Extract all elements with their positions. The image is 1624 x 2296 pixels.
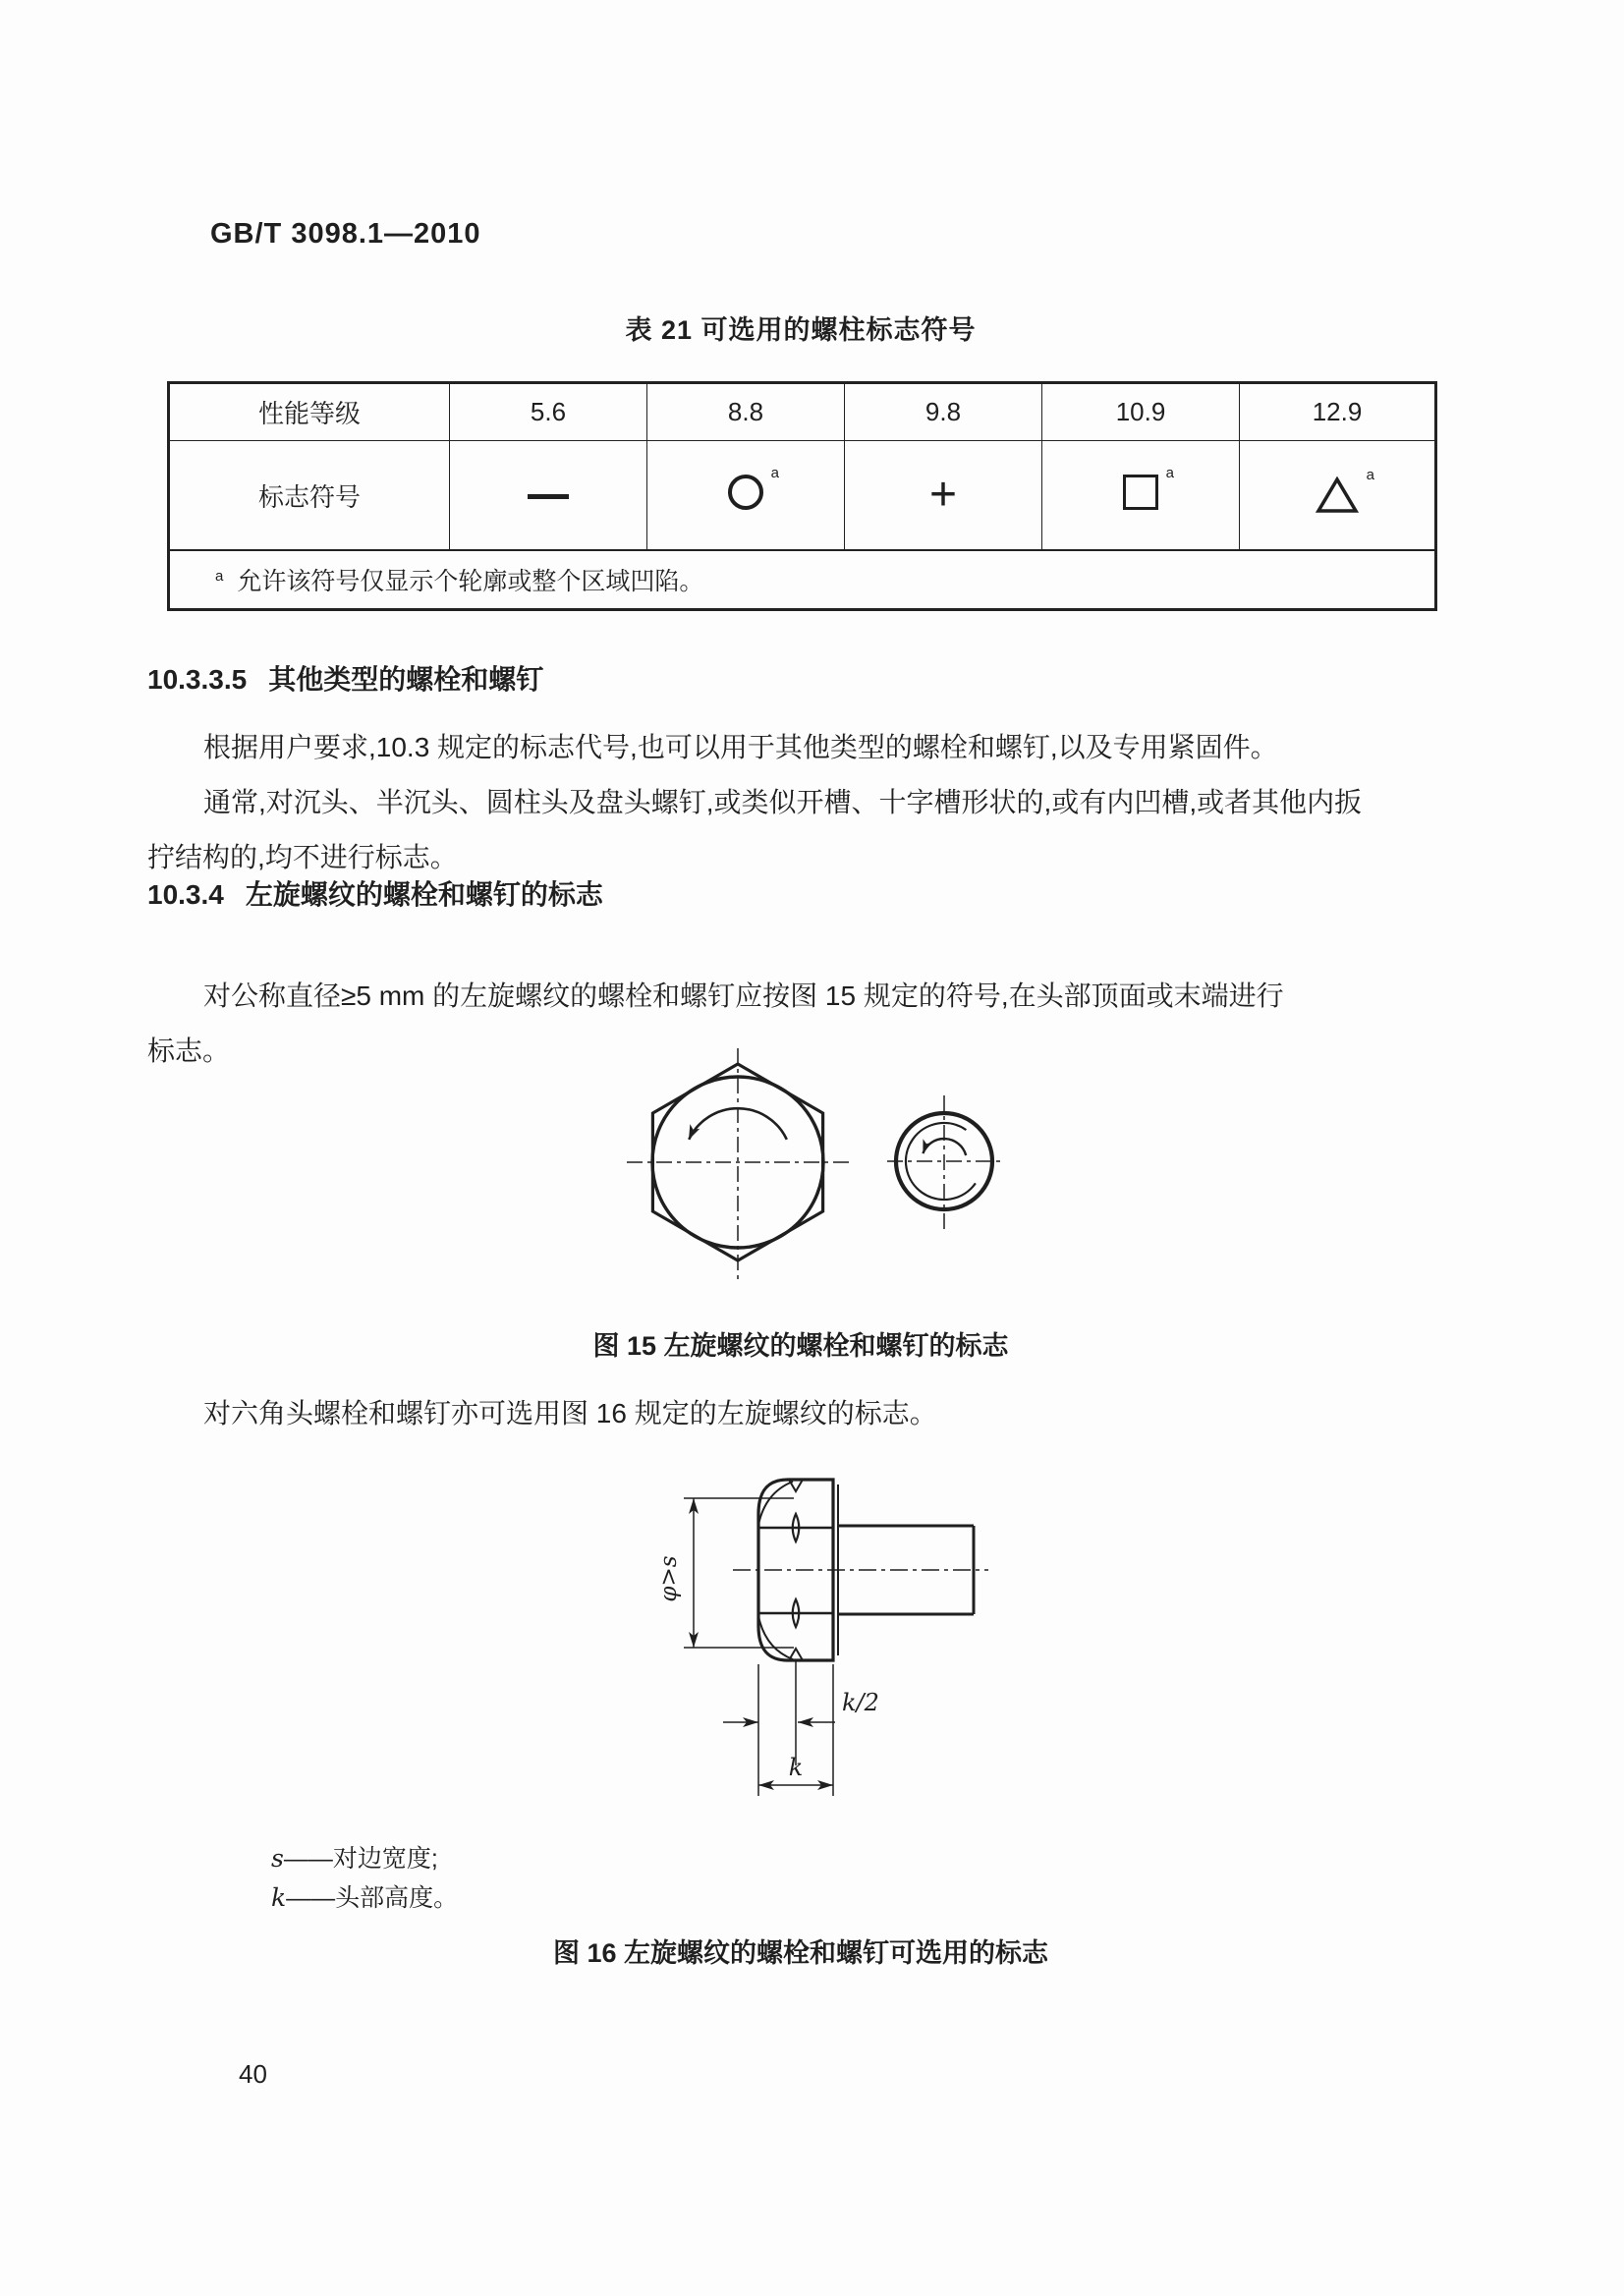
table-row-marks [169, 441, 1436, 551]
table-row-grades [169, 383, 1436, 441]
figure-16-drawing [550, 1469, 1002, 1808]
grade-cell: 8.8 [647, 383, 845, 441]
page-number: 40 [239, 2059, 267, 2089]
triangle-mark-icon [1316, 476, 1359, 514]
footnote-ref: a [770, 464, 779, 481]
thread-mark-notch [789, 1480, 803, 1491]
paragraph-text: 通常,对沉头、半沉头、圆柱头及盘头螺钉,或类似开槽、十字槽形状的,或有内凹槽,或者其他内扳 [203, 787, 1363, 817]
section-heading-10-3-3-5 [147, 658, 543, 698]
paragraph-text: 拧结构的,均不进行标志。 [147, 842, 458, 872]
circle-mark-icon [728, 475, 763, 510]
legend-text: ——头部高度。 [286, 1884, 459, 1912]
table-21-title: 表 21 可选用的螺柱标志符号 [625, 315, 977, 345]
footnote-text: 允许该符号仅显示个轮廓或整个区域凹陷。 [237, 568, 704, 595]
paragraph-text: 对公称直径≥5 mm 的左旋螺纹的螺栓和螺钉应按图 15 规定的符号,在头部顶面或末端进行 [203, 980, 1284, 1011]
paragraph [147, 1386, 1484, 1441]
table-21 [167, 381, 1437, 611]
symbol-s: s [271, 1844, 284, 1873]
section-title: 左旋螺纹的螺栓和螺钉的标志 [245, 879, 603, 910]
legend-item-k [271, 1878, 458, 1918]
legend-item-s [271, 1839, 458, 1878]
mark-cell [845, 441, 1042, 551]
figure-16-legend [271, 1839, 458, 1918]
thread-mark-notch [789, 1649, 803, 1660]
mark-cell [647, 441, 845, 551]
footnote-marker: a [215, 567, 224, 585]
chamfer-curve [758, 1616, 793, 1659]
section-number: 10.3.3.5 [147, 664, 248, 695]
figure-15-caption: 图 15 左旋螺纹的螺栓和螺钉的标志 [592, 1331, 1009, 1361]
table-footnote [169, 550, 1436, 610]
mark-cell [1042, 441, 1240, 551]
dim-label-k-half: k/2 [842, 1689, 879, 1716]
grade-cell: 9.8 [845, 383, 1042, 441]
paragraph-text: 对六角头螺栓和螺钉亦可选用图 16 规定的左旋螺纹的标志。 [203, 1398, 937, 1428]
mark-row-label: 标志符号 [169, 441, 450, 551]
dim-label-k: k [788, 1754, 804, 1781]
chamfer-curve [758, 1482, 793, 1525]
plus-mark-icon: + [928, 469, 958, 521]
section-number: 10.3.4 [147, 879, 224, 910]
figure-16-caption: 图 16 左旋螺纹的螺栓和螺钉可选用的标志 [552, 1938, 1049, 1968]
paragraph [147, 720, 1484, 775]
paragraph [147, 775, 1484, 885]
section-heading-10-3-4 [147, 873, 603, 913]
standard-number-header: GB/T 3098.1—2010 [210, 218, 481, 250]
symbol-k: k [271, 1883, 287, 1912]
legend-text: ——对边宽度; [283, 1845, 438, 1873]
square-mark-icon [1123, 475, 1158, 510]
table-footnote-row [169, 550, 1436, 610]
figure-15-drawing [599, 1036, 1061, 1302]
paragraph-text: 根据用户要求,10.3 规定的标志代号,也可以用于其他类型的螺栓和螺钉,以及专用紧固件。 [203, 732, 1278, 762]
paragraph-text: 标志。 [147, 1036, 231, 1066]
ccw-arrowhead [919, 1139, 932, 1155]
mark-cell [450, 441, 647, 551]
footnote-ref: a [1165, 464, 1174, 481]
mark-cell [1240, 441, 1436, 551]
grade-cell: 10.9 [1042, 383, 1240, 441]
section-title: 其他类型的螺栓和螺钉 [268, 664, 544, 695]
grade-row-label: 性能等级 [169, 383, 450, 441]
grade-cell: 5.6 [450, 383, 647, 441]
footnote-ref: a [1366, 467, 1374, 483]
grade-cell: 12.9 [1240, 383, 1436, 441]
dash-mark-icon [528, 494, 569, 499]
dim-label-phi-s: φ>s [656, 1555, 682, 1602]
